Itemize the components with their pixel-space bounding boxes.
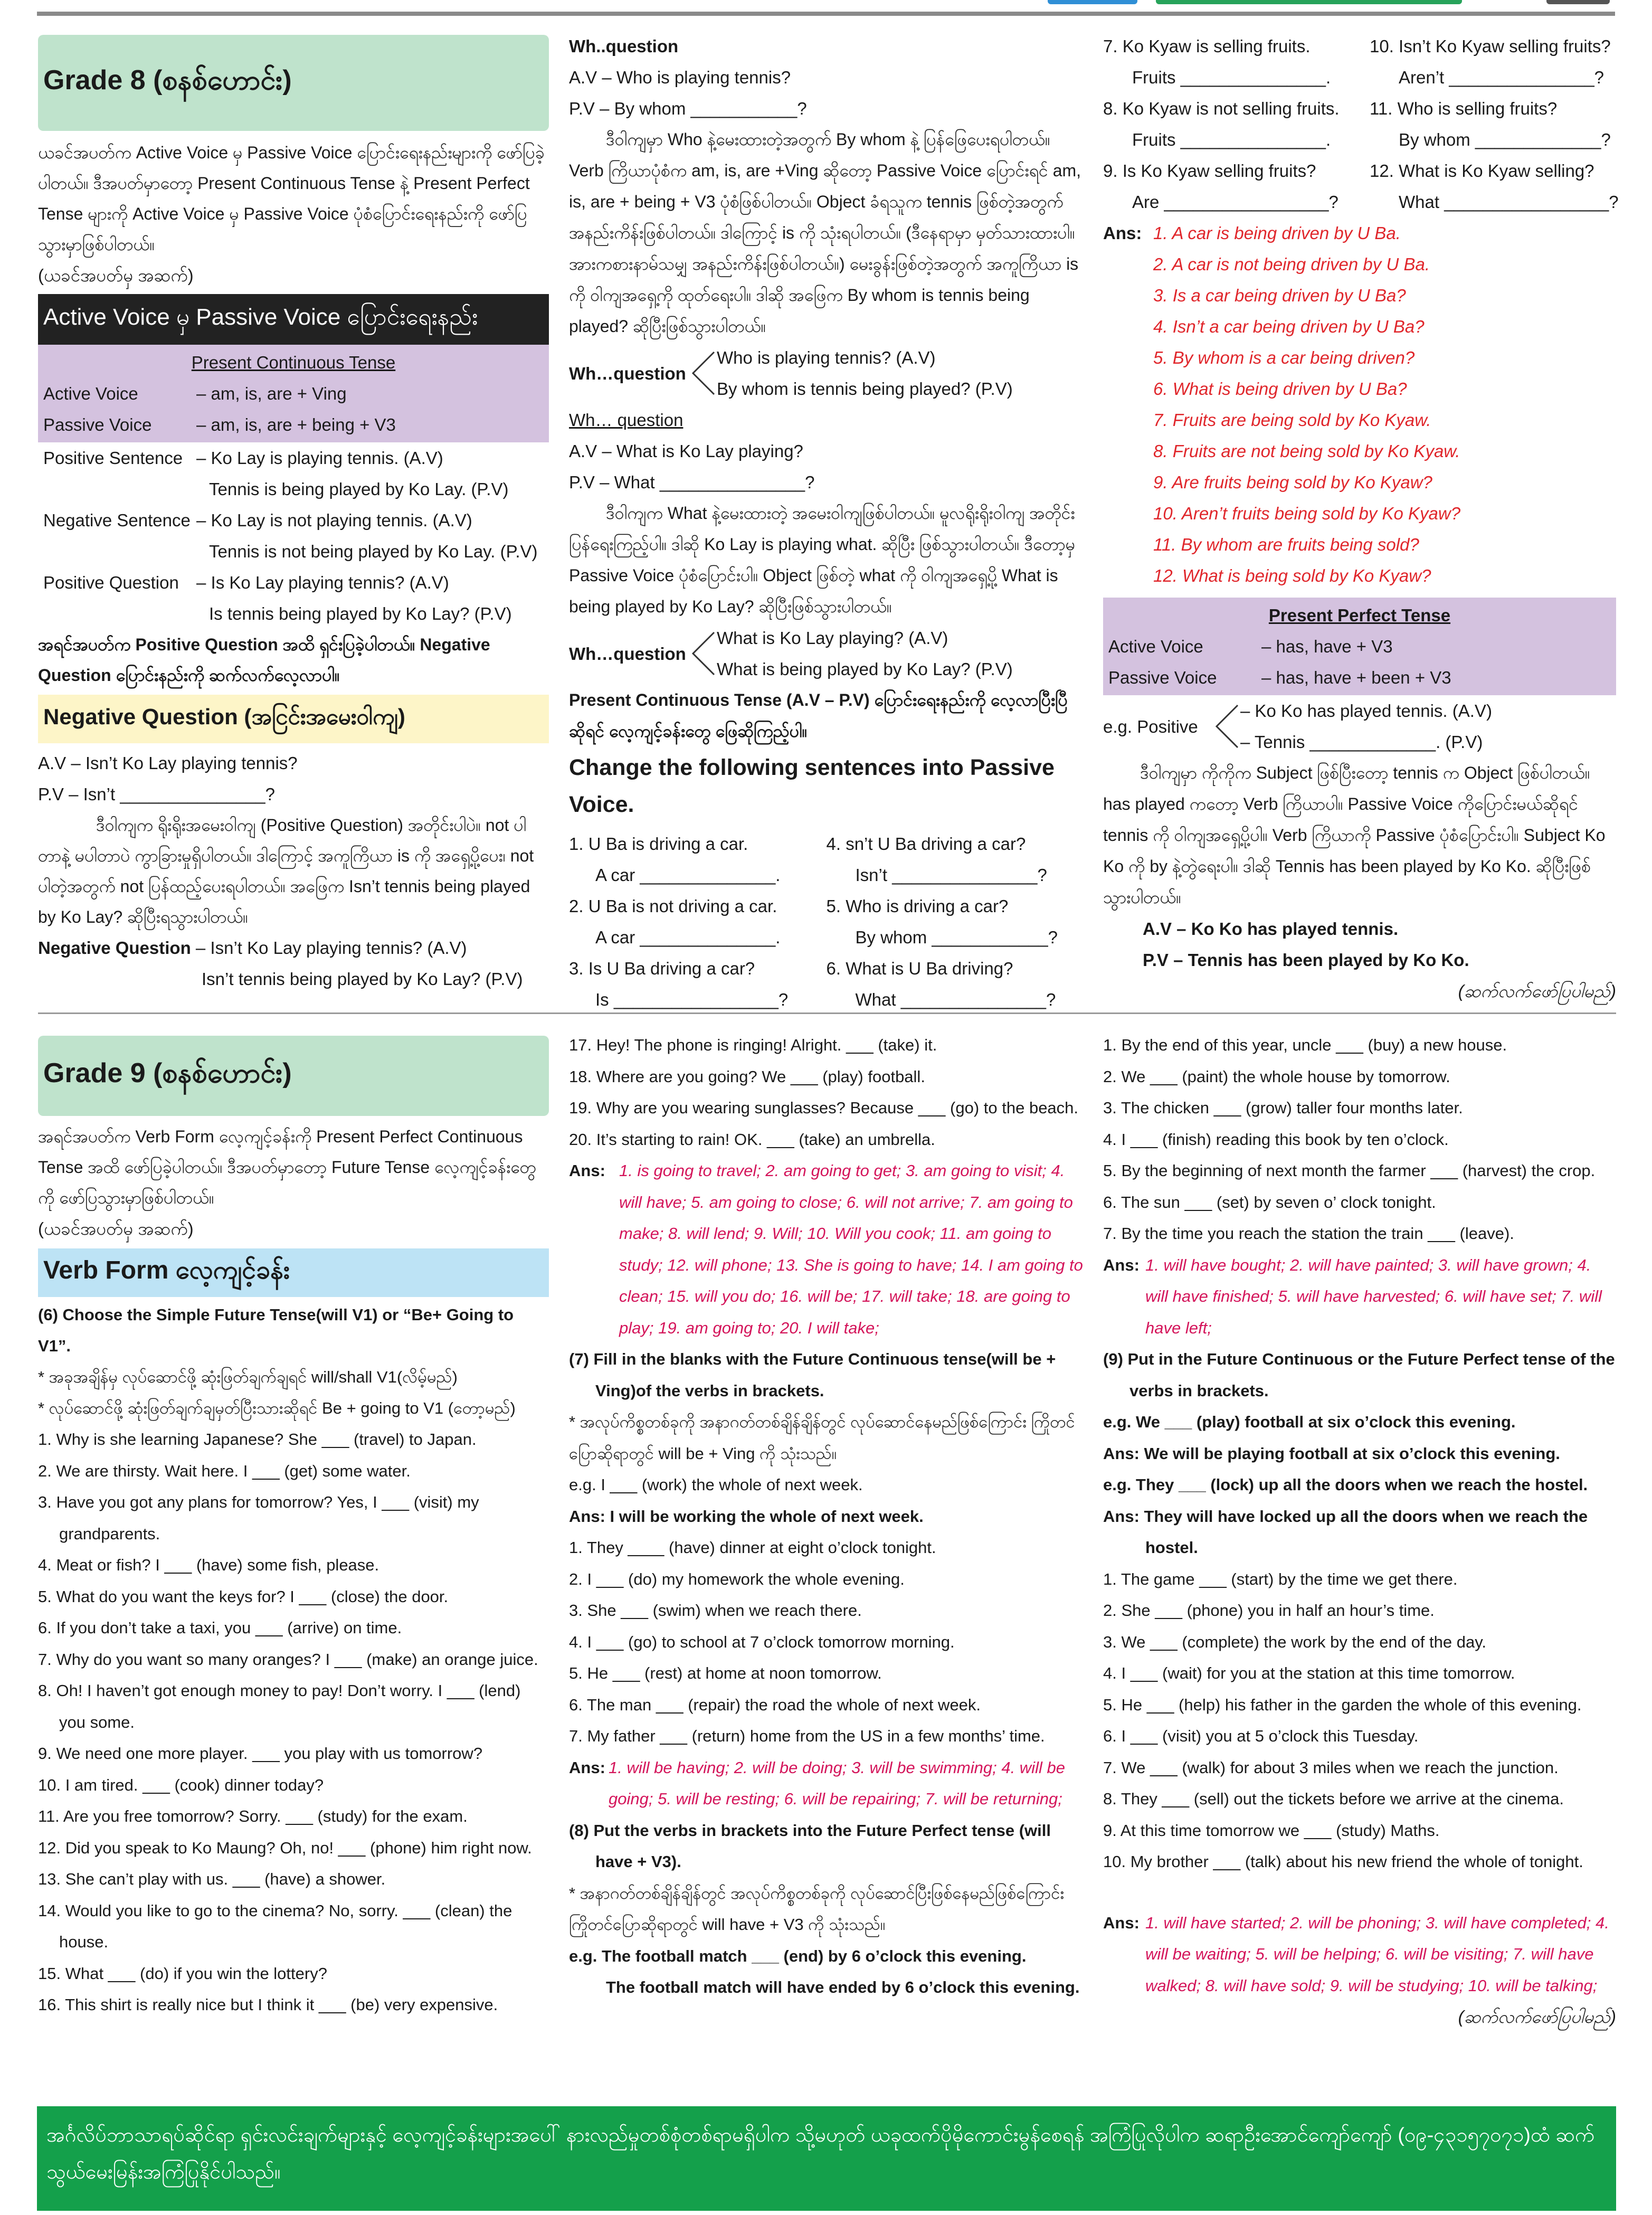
ex9-answers-block [1103,1907,1616,2002]
list-item: 6. The sun ___ (set) by seven o’ clock tonight. [1103,1192,1436,1211]
top-tab-gray [1546,0,1610,4]
bracket-icon [690,347,717,400]
ex7-eg-ans: Ans: I will be working the whole of next week. [569,1507,924,1526]
pct-av-form: – am, is, are + Ving [196,384,347,403]
wh-title: Wh..question [569,36,679,56]
wh2-av: A.V – What is Ko Lay playing? [569,441,803,461]
ex6-answers-block [569,1155,1084,1343]
ppt-ex-pv: P.V – Tennis has been played by Ko Ko. [1143,950,1469,970]
ex6-title: (6) Choose the Simple Future Tense(will V1) or “Be+ Going to V1”. [38,1305,514,1355]
ppt-box [1103,598,1616,695]
list-item: 2. I ___ (do) my homework the whole evening. [569,1569,905,1588]
negq-ex-av: – Isn’t Ko Lay playing tennis? (A.V) [195,938,467,958]
grade9-continued-from: (ယခင်အပတ်မှ အဆက်) [38,1219,194,1238]
answers-block [1103,217,1616,591]
exercise-item: 2. U Ba is not driving a car. A car ______________. [569,896,781,947]
wh-ex-pv: By whom is tennis being played? (P.V) [717,379,1013,399]
list-item: 2. She ___ (phone) you in half an hour’s time. [1103,1601,1435,1620]
exercise-item: 11. Who is selling fruits? By whom _____________? [1370,99,1611,149]
ex9-list [1103,1564,1616,1878]
wh-para: ဒီဝါကျမှာ Who နဲ့မေးထားတဲ့အတွက် By whom နဲ့ ပြန်ဖြေပေးရပါတယ်။ Verb ကြိယာပုံစံက am, is, are +Ving ဆိုတော့ Passive Voice ပြောင်းရင် am, is, are + being + V3 ပုံစံဖြစ်ပါတယ်။ Object ခံရသူက tennis ဖြစ်တဲ့အတွက် အနည်းကိန်းဖြစ်ပါတယ်။ ဒါကြောင့် is ကို သုံးရပါတယ်။ (ဒီနေရာမှာ မှတ်သားထားပါ။ အားကစားနာမ်သမျှ အနည်းကိန်းဖြစ်ပါတယ်။) မေးခွန်းဖြစ်တဲ့အတွက် အကူကြိယာ is ကို ဝါကျအရှေ့ကို ထုတ်ရေးပါ။ ဒါဆို အဖြေက By whom is tennis being played? ဆိုပြီးဖြစ်သွားပါတယ်။ [569,130,1081,336]
grade8-column-3 [1103,31,1619,1007]
list-item: 8. They ___ (sell) out the tickets before we arrive at the cinema. [1103,1790,1564,1808]
list-item: 6. The man ___ (repair) the road the whole of next week. [569,1695,981,1714]
grade8-column-2 [569,31,1084,1015]
list-item: 1. They ____ (have) dinner at eight o’clock tonight. [569,1538,936,1557]
list-item: 18. Where are you going? We ___ (play) football. [569,1067,925,1086]
to-be-continued: (ဆက်လက်ဖော်ပြပါမည်) [1458,2007,1616,2027]
list-item: 4. I ___ (finish) reading this book by ten o’clock. [1103,1130,1449,1149]
wh2-ex-av: What is Ko Lay playing? (A.V) [717,628,948,648]
pos-pv: Tennis is being played by Ko Lay. (P.V) [209,479,509,499]
top-rule [37,12,1615,16]
grade8-column-1 [38,35,549,995]
ppt-pv-form: – has, have + been + V3 [1261,668,1451,687]
list-item: 5. He ___ (help) his father in the garden the whole of this evening. [1103,1695,1582,1714]
list-item: 15. What ___ (do) if you win the lottery? [38,1964,327,1983]
exercise-item: 12. What is Ko Kyaw selling? What _________________? [1370,161,1619,212]
negq-para: ဒီဝါကျက ရိုးရိုးအမေးဝါကျ (Positive Question) အတိုင်းပါပဲ။ not ပါတာနဲ့ မပါတာပဲ ကွာခြားမှုရှိပါတယ်။ ဒါကြောင့် အကူကြိယာ is ကို အရှေ့ပို့ပေး၊ not ပါတဲ့အတွက် not ပြန်ထည့်ပေးရပါတယ်။ အဖြေက Isn’t tennis being played by Ko Lay? ဆိုပြီးရသွားပါတယ်။ [38,816,534,926]
list-item: 2. We are thirsty. Wait here. I ___ (get) some water. [38,1461,411,1480]
answer-line: 9. Are fruits being sold by Ko Kyaw? [1153,472,1432,492]
list-item: 7. We ___ (walk) for about 3 miles when we reach the junction. [1103,1758,1559,1777]
ex8-answers-block [1103,1250,1616,1344]
ppt-av-label: Active Voice [1108,637,1203,656]
ppt-title: Present Perfect Tense [1268,605,1451,625]
list-item: 7. Why do you want so many oranges? I ___ (make) an orange juice. [38,1650,538,1669]
ans-label: Ans: [569,1758,605,1777]
wh2-title: Wh… question [569,410,683,430]
ex7-answers: 1. will be having; 2. will be doing; 3. will be swimming; 4. will be going; 5. will be resting; 6. will be repairing; 7. will be returning; [609,1758,1065,1808]
grade8-title: Grade 8 (စနစ်ဟောင်း) [38,35,549,131]
negq-title: Negative Question (အငြင်းအမေးဝါကျ) [38,695,549,743]
ex8-eg-ans: The football match will have ended by 6 o’clock this evening. [606,1978,1080,1996]
list-item: 14. Would you like to go to the cinema? No, sorry. ___ (clean) the house. [38,1901,512,1951]
answer-line: 12. What is being sold by Ko Kyaw? [1153,566,1431,585]
neg-pv: Tennis is not being played by Ko Lay. (P.V) [209,542,538,561]
ex6-list-cont [569,1029,1084,1155]
grade9-intro: အရင်အပတ်က Verb Form လေ့ကျင့်ခန်းကို Present Perfect Continuous Tense အထိ ဖော်ပြခဲ့ပါတယ်။ ဒီအပတ်မှာတော့ Future Tense လေ့ကျင့်ခန်းတွေကို ဖော်ပြသွားမှာဖြစ်ပါတယ်။ [38,1127,536,1207]
answer-line: 7. Fruits are being sold by Ko Kyaw. [1153,410,1431,430]
answer-line: 8. Fruits are not being sold by Ko Kyaw. [1153,441,1460,461]
answer-line: 11. By whom are fruits being sold? [1153,535,1419,554]
neg-av: – Ko Lay is not playing tennis. (A.V) [196,510,472,530]
negq-av: A.V – Isn’t Ko Lay playing tennis? [38,753,298,773]
ppt-av-form: – has, have + V3 [1261,637,1393,656]
list-item: 5. By the beginning of next month the farmer ___ (harvest) the crop. [1103,1161,1596,1180]
list-item: 20. It’s starting to rain! OK. ___ (take) an umbrella. [569,1130,935,1149]
list-item: 7. My father ___ (return) home from the US in a few months’ time. [569,1727,1045,1745]
wh-pv: P.V – By whom ___________? [569,99,807,118]
list-item: 17. Hey! The phone is ringing! Alright. ___ (take) it. [569,1036,937,1054]
negq-label: Negative Question [38,938,191,958]
wh2-para: ဒီဝါကျက What နဲ့မေးထားတဲ့ အမေးဝါကျဖြစ်ပါတယ်။ မူလရိုးရိုးဝါကျ အတိုင်း ပြန်ရေးကြည့်ပါ။ ဒါဆို Ko Lay is playing what. ဆိုပြီး ဖြစ်သွားပါတယ်။ ဒီတော့မှ Passive Voice ပုံစံပြောင်းပါ။ Object ဖြစ်တဲ့ what ကို ဝါကျအရှေ့ပို့ What is being played by Ko Lay? ဆိုပြီးဖြစ်သွားပါတယ်။ [569,504,1075,616]
ex6-list [38,1424,549,2021]
ans-label: Ans: [1103,223,1142,243]
wh2-label: Wh…question [569,643,686,664]
ans-label: Ans: [1103,1913,1140,1932]
bracket-icon [690,627,717,680]
exercise-item: 1. U Ba is driving a car. A car ______________. [569,834,781,885]
list-item: 8. Oh! I haven’t got enough money to pay! Don’t worry. I ___ (lend) you some. [38,1681,521,1731]
exercise-item: 7. Ko Kyaw is selling fruits. Fruits _______________. [1103,36,1331,87]
answer-line: 5. By whom is a car being driven? [1153,348,1415,367]
ans-label: Ans: [569,1161,605,1180]
list-item: 3. We ___ (complete) the work by the end of the day. [1103,1632,1487,1651]
exercise-item: 8. Ko Kyaw is not selling fruits. Fruits _______________. [1103,99,1340,149]
list-item: 16. This shirt is really nice but I think it ___ (be) very expensive. [38,1995,498,2014]
wh2-ex-pv: What is being played by Ko Lay? (P.V) [717,659,1013,679]
list-item: 1. Why is she learning Japanese? She ___ (travel) to Japan. [38,1430,477,1449]
pct-pv-label: Passive Voice [43,415,152,434]
ppt-example [1103,695,1616,758]
list-item: 6. I ___ (visit) you at 5 o’clock this Tuesday. [1103,1727,1419,1745]
ex7-list [569,1532,1084,1752]
exercise-item: 9. Is Ko Kyaw selling fruits? Are _________________? [1103,161,1338,212]
section-bar: Active Voice မှ Passive Voice ပြောင်းရေးနည်း [38,294,549,345]
exercise-item: 6. What is U Ba driving? What _______________? [826,959,1056,1009]
ex8-list [1103,1029,1616,1250]
ex7-eg: e.g. I ___ (work) the whole of next week. [569,1475,863,1494]
q-note: အရင်အပတ်က Positive Question အထိ ရှင်းပြခဲ့ပါတယ်။ Negative Question ပြောင်းနည်းကို ဆက်လက်လေ့လာပါ။ [38,635,490,685]
ex6-answers: 1. is going to travel; 2. am going to get; 3. am going to visit; 4. will have; 5. am going to close; 6. will not arrive; 7. am going to make; 8. will lend; 9. Will; 10. Will you cook; 11. am going to study; 12. will phone; 13. She is going to have; 14. I am going to clean; 15. will you do; 16. will be; 17. will take; 18. are going to play; 19. am going to; 20. I will take; [619,1161,1083,1337]
exercise-grid-b [1103,31,1619,217]
q-pv: Is tennis being played by Ko Lay? (P.V) [209,604,512,623]
ex9-eg2-ans: Ans: They will have locked up all the doors when we reach the hostel. [1103,1507,1588,1557]
ex6-note1: * အခုအချိန်မှ လုပ်ဆောင်ဖို့ ဆုံးဖြတ်ချက်ချရင် will/shall V1(လိမ့်မည်) [38,1368,458,1386]
exercise-item: 3. Is U Ba driving a car? Is _________________? [569,959,789,1009]
q-av: – Is Ko Lay playing tennis? (A.V) [196,573,449,592]
pct-av-label: Active Voice [43,384,138,403]
ex7-note: * အလုပ်ကိစ္စတစ်ခုကို အနာဂတ်တစ်ချိန်ချိန်တွင် လုပ်ဆောင်နေမည်ဖြစ်ကြောင်း ကြိုတင်ပြောဆိုရာတွင် will be + Ving ကို သုံးသည်။ [569,1413,1075,1463]
ex9-eg2: e.g. They ___ (lock) up all the doors when we reach the hostel. [1103,1475,1588,1494]
list-item: 9. We need one more player. ___ you play with us tomorrow? [38,1744,483,1763]
verb-form-title: Verb Form လေ့ကျင့်ခန်း [38,1248,549,1297]
list-item: 1. By the end of this year, uncle ___ (buy) a new house. [1103,1036,1507,1054]
answer-line: 10. Aren’t fruits being sold by Ko Kyaw? [1153,504,1461,523]
wh2-pv: P.V – What _______________? [569,472,815,492]
ppt-para: ဒီဝါကျမှာ ကိုကိုက Subject ဖြစ်ပြီးတော့ tennis က Object ဖြစ်ပါတယ်။ has played ကတော့ Verb ကြိယာပါ။ Passive Voice ကိုပြောင်းမယ်ဆိုရင် tennis ကို ဝါကျအရှေ့ပို့ပါ။ Verb ကြိယာကို Passive ပုံစံပြောင်းပါ။ Subject Ko Ko ကို by နဲ့တွဲရေးပါ။ ဒါဆို Tennis has been played by Ko Ko. ဆိုပြီးဖြစ်သွားပါတယ်။ [1103,763,1606,907]
list-item: 6. If you don’t take a taxi, you ___ (arrive) on time. [38,1618,402,1637]
list-item: 3. She ___ (swim) when we reach there. [569,1601,862,1620]
list-item: 12. Did you speak to Ko Maung? Oh, no! ___ (phone) him right now. [38,1838,532,1857]
answer-line: 6. What is being driven by U Ba? [1153,379,1407,399]
top-tab-green [1156,0,1462,4]
pct-title: Present Continuous Tense [191,353,396,372]
neg-label: Negative Sentence [43,510,191,530]
eg-av: – Ko Ko has played tennis. (A.V) [1240,701,1492,721]
ex7-title: (7) Fill in the blanks with the Future Continuous tense(will be + Ving)of the verbs in brackets. [569,1350,1056,1400]
list-item: 5. He ___ (rest) at home at noon tomorrow. [569,1664,882,1682]
exercise-grid-a [569,828,1084,1015]
wh-example [569,342,1084,404]
ex9-eg1-ans: Ans: We will be playing football at six o’clock this evening. [1103,1444,1560,1463]
ex8-note: * အနာဂတ်တစ်ချိန်ချိန်တွင် အလုပ်ကိစ္စတစ်ခုကို လုပ်ဆောင်ပြီးဖြစ်နေမည်ဖြစ်ကြောင်း ကြိုတင်ပြောဆိုရာတွင် will have + V3 ကို သုံးသည်။ [569,1883,1065,1934]
list-item: 9. At this time tomorrow we ___ (study) Maths. [1103,1821,1440,1840]
list-item: 4. I ___ (wait) for you at the station at this time tomorrow. [1103,1664,1515,1682]
negq-ex-pv: Isn’t tennis being played by Ko Lay? (P.V) [202,969,523,989]
exercise-item: 4. sn’t U Ba driving a car? Isn’t _______________? [826,834,1047,885]
list-item: 3. Have you got any plans for tomorrow? Yes, I ___ (visit) my grandparents. [38,1493,479,1543]
ex6-note2: * လုပ်ဆောင်ဖို့ ဆုံးဖြတ်ချက်ချမှတ်ပြီးသားဆိုရင် Be + going to V1 (တော့မည်) [38,1399,516,1417]
list-item: 4. Meat or fish? I ___ (have) some fish, please. [38,1556,379,1574]
list-item: 13. She can’t play with us. ___ (have) a shower. [38,1870,386,1888]
answer-line: 4. Isn’t a car being driven by U Ba? [1153,317,1425,336]
q-label: Positive Question [43,573,179,592]
answer-line: 1. A car is being driven by U Ba. [1153,223,1401,243]
exercise-item: 10. Isn’t Ko Kyaw selling fruits? Aren’t _______________? [1370,36,1611,87]
section-divider [38,1012,1616,1014]
wh2-example [569,622,1084,685]
ppt-pv-label: Passive Voice [1108,668,1217,687]
wh-label: Wh…question [569,363,686,383]
to-be-continued: (ဆက်လက်ဖော်ပြပါမည်) [1458,981,1616,1001]
grade9-column-3 [1103,1029,1616,2032]
top-tab-blue [1048,0,1137,4]
summary: Present Continuous Tense (A.V – P.V) ပြောင်းရေးနည်းကို လေ့လာပြီးပြီဆိုရင် လေ့ကျင့်ခန်းတွေ ဖြေဆိုကြည့်ပါ။ [569,690,1068,741]
pos-av: – Ko Lay is playing tennis. (A.V) [196,448,443,468]
list-item: 5. What do you want the keys for? I ___ (close) the door. [38,1587,449,1606]
list-item: 7. By the time you reach the station the train ___ (leave). [1103,1224,1514,1243]
contact-footer: အင်္ဂလိပ်ဘာသာရပ်ဆိုင်ရာ ရှင်းလင်းချက်များနှင့် လေ့ကျင့်ခန်းများအပေါ် နားလည်မှုတစ်စုံတစ်ရာမရှိပါက သို့မဟုတ် ယခုထက်ပိုမိုကောင်းမွန်စေရန် အကြံပြုလိုပါက ဆရာဦးအောင်ကျော်ကျော် (၀၉-၄၃၁၅၇၀၇၁)ထံ ဆက်သွယ်မေးမြန်းအကြံပြုနိုင်ပါသည်။ [37,2106,1616,2211]
list-item: 19. Why are you wearing sunglasses? Because ___ (go) to the beach. [569,1099,1079,1117]
answer-line: 3. Is a car being driven by U Ba? [1153,286,1406,305]
ans-label: Ans: [1103,1255,1140,1274]
wh-av: A.V – Who is playing tennis? [569,68,791,87]
pct-box [38,345,549,442]
pos-label: Positive Sentence [43,448,183,468]
answer-line: 2. A car is not being driven by U Ba. [1153,254,1430,274]
grade8-continued-from: (ယခင်အပတ်မှ အဆက်) [38,266,194,285]
ex7-answers-block [569,1752,1084,1815]
exercise-title: Change the following sentences into Passive Voice. [569,755,1055,817]
list-item: 11. Are you free tomorrow? Sorry. ___ (study) for the exam. [38,1807,468,1825]
ppt-ex-av: A.V – Ko Ko has played tennis. [1143,919,1399,939]
ex8-eg: e.g. The football match ___ (end) by 6 o’clock this evening. [569,1946,1027,1965]
grade9-column-1 [38,1036,549,2021]
list-item: 10. My brother ___ (talk) about his new friend the whole of tonight. [1103,1852,1583,1871]
list-item: 10. I am tired. ___ (cook) dinner today? [38,1775,324,1794]
eg-pv: – Tennis _____________. (P.V) [1240,732,1483,752]
list-item: 1. The game ___ (start) by the time we get there. [1103,1569,1458,1588]
ex9-eg1: e.g. We ___ (play) football at six o’clock this evening. [1103,1413,1516,1431]
list-item: 2. We ___ (paint) the whole house by tomorrow. [1103,1067,1450,1086]
grade9-column-2 [569,1029,1084,2003]
ex8-answers: 1. will have bought; 2. will have painted; 3. will have grown; 4. will have finished; 5. will have harvested; 6. will have set; 7. will have left; [1145,1255,1602,1337]
list-item: 4. I ___ (go) to school at 7 o’clock tomorrow morning. [569,1632,955,1651]
eg-label: e.g. Positive [1103,716,1198,736]
pct-pv-form: – am, is, are + being + V3 [196,415,396,434]
grade9-title: Grade 9 (စနစ်ဟောင်း) [38,1036,549,1116]
ex9-answers: 1. will have started; 2. will be phoning; 3. will have completed; 4. will be waiting; 5. will be helping; 6. will be visiting; 7. will have walked; 8. will have sold; 9. will be studying; 10. will be talking; [1145,1913,1609,1995]
bracket-icon [1214,700,1240,753]
list-item: 3. The chicken ___ (grow) taller four months later. [1103,1099,1463,1117]
grade8-intro: ယခင်အပတ်က Active Voice မှ Passive Voice ပြောင်းရေးနည်းများကို ဖော်ပြခဲ့ပါတယ်။ ဒီအပတ်မှာတော့ Present Continuous Tense နဲ့ Present Perfect Tense များကို Active Voice မှ Passive Voice ပုံစံပြောင်းရေးနည်းကို ဖော်ပြသွားမှာဖြစ်ပါတယ်။ [38,143,545,254]
ex8-title: (8) Put the verbs in brackets into the Future Perfect tense (will have + V3). [569,1821,1051,1871]
wh-ex-av: Who is playing tennis? (A.V) [717,348,936,367]
negq-pv: P.V – Isn’t _______________? [38,784,275,804]
exercise-item: 5. Who is driving a car? By whom ____________? [826,896,1058,947]
ex9-title: (9) Put in the Future Continuous or the Future Perfect tense of the verbs in brackets. [1103,1350,1615,1400]
